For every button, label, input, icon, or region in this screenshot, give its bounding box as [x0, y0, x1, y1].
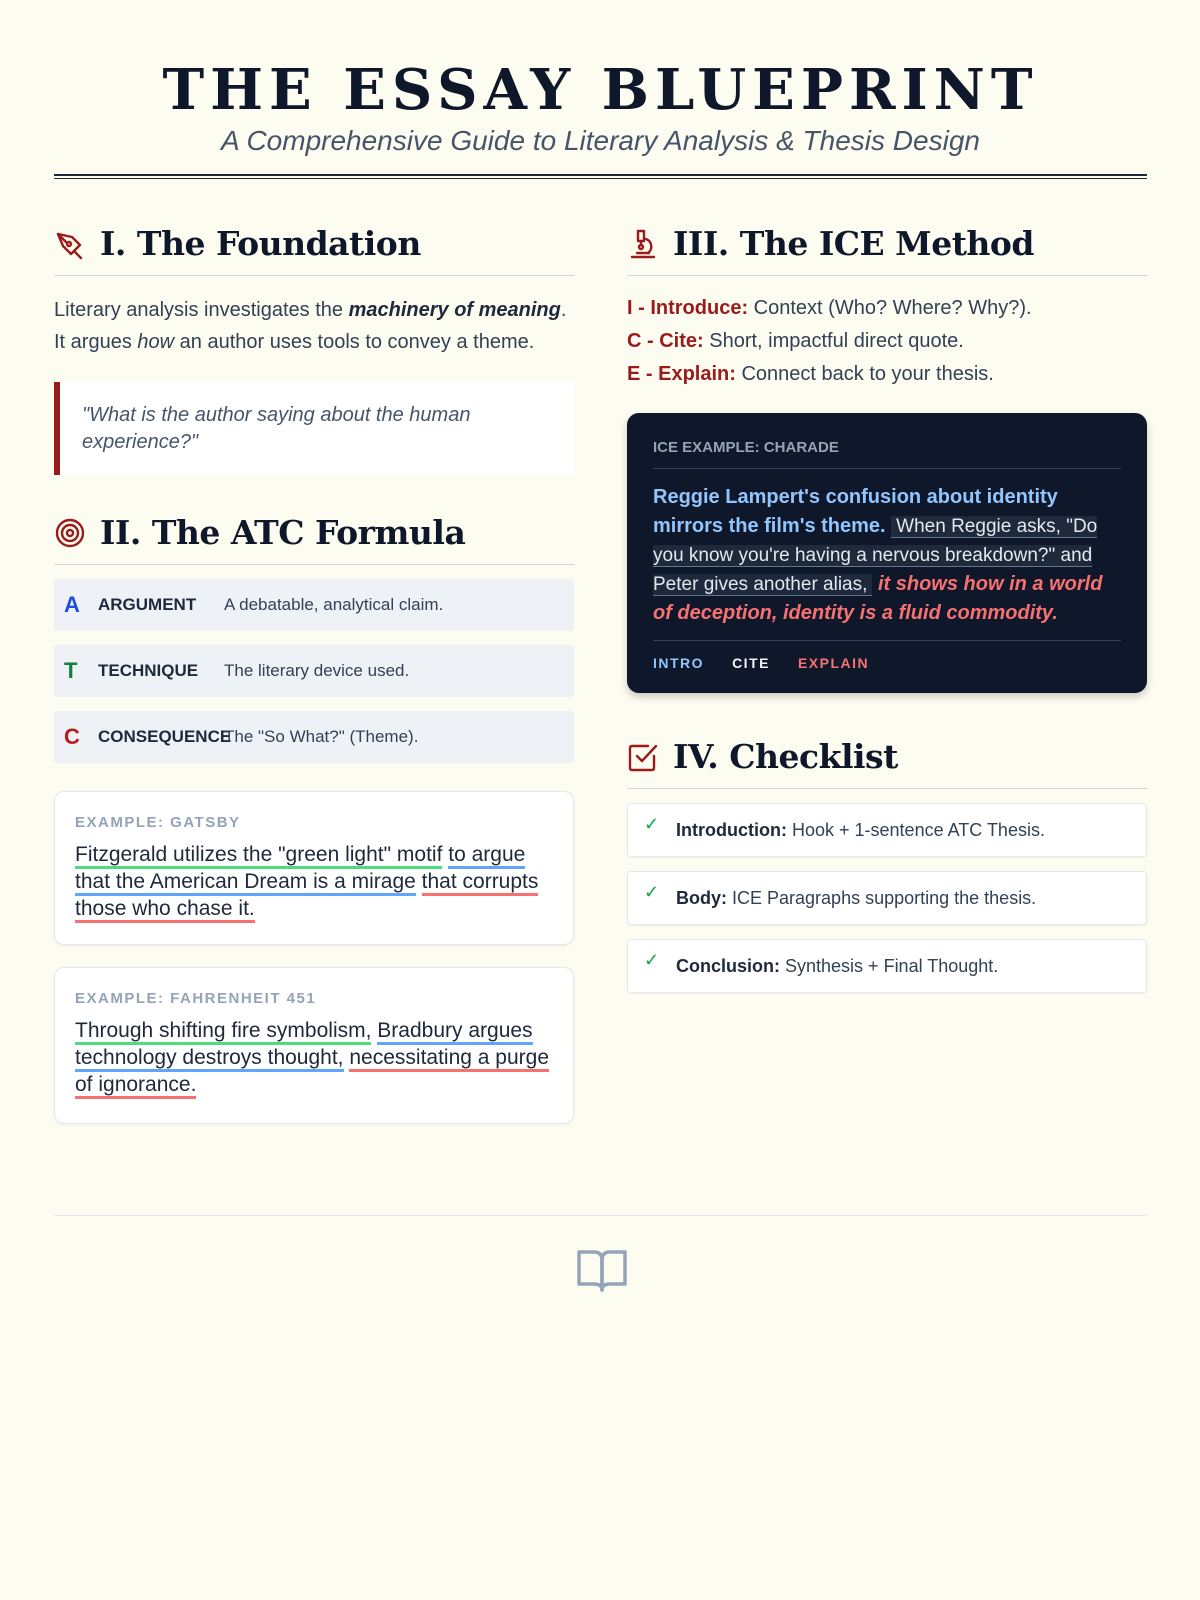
checkbox-icon	[627, 741, 659, 773]
intro-italic: how	[137, 331, 175, 353]
section-header	[54, 511, 574, 565]
atc-letter: T	[64, 658, 78, 683]
checklist-text	[676, 888, 1036, 909]
ice-intro-span: Reggie Lampert's confusion about identity mirrors the film's theme.	[653, 486, 1058, 537]
section-foundation	[54, 222, 574, 475]
checklist-key: Conclusion:	[676, 955, 780, 976]
right-column	[627, 222, 1147, 993]
intro-text: an author uses tools to convey a theme.	[174, 331, 535, 353]
checklist-desc: ICE Paragraphs supporting the thesis.	[732, 887, 1037, 908]
section-header	[627, 735, 1147, 789]
ice-step-key: C - Cite:	[627, 330, 704, 352]
intro-text: . It argues	[54, 299, 567, 353]
checklist-desc: Hook + 1-sentence ATC Thesis.	[792, 819, 1045, 840]
checklist-item	[627, 803, 1147, 857]
ice-step-text: Context (Who? Where? Why?).	[753, 297, 1032, 319]
check-icon: ✓	[644, 949, 660, 970]
page-title: THE ESSAY BLUEPRINT	[162, 57, 1039, 123]
section-title: IV. Checklist	[673, 737, 898, 776]
ice-legend	[653, 640, 1121, 671]
consequence-span: that corrupts those who chase it.	[75, 870, 538, 923]
check-icon: ✓	[644, 881, 660, 902]
legend-explain: EXPLAIN	[797, 655, 870, 671]
ice-step	[627, 358, 1147, 391]
atc-letter: A	[64, 592, 80, 617]
ice-step-key: E - Explain:	[627, 363, 736, 385]
example-label: EXAMPLE: FAHRENHEIT 451	[75, 990, 317, 1007]
consequence-span: necessitating a purge of ignorance.	[75, 1046, 549, 1099]
ice-explain-span: it shows how in a world of deception, identity is a fluid commodity.	[653, 573, 1103, 624]
example-text	[75, 841, 553, 922]
atc-description: The "So What?" (Theme).	[224, 727, 419, 746]
section-title: II. The ATC Formula	[100, 513, 466, 552]
example-card-gatsby	[54, 791, 574, 945]
technique-span: Through shifting fire symbolism,	[75, 1019, 371, 1045]
header-divider	[54, 174, 1147, 179]
atc-row-consequence	[54, 711, 574, 763]
technique-span: Fitzgerald utilizes the "green light" motif	[75, 843, 442, 869]
section-atc	[54, 511, 574, 1124]
checklist-desc: Synthesis + Final Thought.	[785, 955, 999, 976]
left-column	[54, 222, 574, 1124]
guiding-question-quote: "What is the author saying about the human experience?"	[54, 382, 574, 475]
atc-description: The literary device used.	[224, 661, 410, 680]
intro-emphasis: machinery of meaning	[348, 299, 561, 321]
masthead	[54, 0, 1147, 179]
check-icon: ✓	[644, 813, 660, 834]
atc-term: ARGUMENT	[98, 595, 197, 614]
atc-letter: C	[64, 724, 80, 749]
open-book-icon	[574, 1242, 630, 1298]
intro-text: Literary analysis investigates the	[54, 299, 349, 321]
page	[54, 0, 1147, 1096]
checklist-item	[627, 871, 1147, 925]
atc-term: CONSEQUENCE	[98, 727, 232, 746]
section-ice	[627, 222, 1147, 693]
legend-cite: CITE	[732, 655, 770, 671]
checklist-item	[627, 939, 1147, 993]
section-header	[627, 222, 1147, 276]
section-header	[54, 222, 574, 276]
page-subtitle: A Comprehensive Guide to Literary Analysis & Thesis Design	[221, 125, 980, 156]
microscope-icon	[627, 228, 659, 260]
section-checklist	[627, 735, 1147, 993]
ice-step	[627, 325, 1147, 358]
target-icon	[54, 517, 86, 549]
argument-span: to argue that the American Dream is a mirage	[75, 843, 525, 896]
ice-cite-span: When Reggie asks, "Do you know you're having a nervous breakdown?" and Peter gives another alias,	[653, 516, 1098, 595]
atc-row-technique	[54, 645, 574, 697]
ice-example-card	[627, 413, 1147, 693]
atc-description: A debatable, analytical claim.	[224, 595, 444, 614]
ice-step	[627, 292, 1147, 325]
checklist-text	[676, 820, 1045, 841]
checklist-text	[676, 956, 998, 977]
ice-step-text: Connect back to your thesis.	[741, 363, 994, 385]
section-title: III. The ICE Method	[673, 224, 1035, 263]
ice-example-text	[653, 483, 1121, 628]
example-text	[75, 1017, 553, 1098]
footer-divider	[54, 1215, 1147, 1216]
ice-steps	[627, 292, 1147, 391]
checklist-key: Introduction:	[676, 819, 787, 840]
foundation-intro	[54, 294, 574, 358]
example-label: EXAMPLE: GATSBY	[75, 814, 241, 831]
section-title: I. The Foundation	[100, 224, 421, 263]
legend-intro: INTRO	[653, 655, 705, 671]
ice-example-label: ICE EXAMPLE: CHARADE	[653, 439, 1121, 469]
ice-step-key: I - Introduce:	[627, 297, 749, 319]
ice-step-text: Short, impactful direct quote.	[709, 330, 964, 352]
example-card-fahrenheit	[54, 967, 574, 1124]
atc-row-argument	[54, 579, 574, 631]
atc-term: TECHNIQUE	[98, 661, 199, 680]
checklist-key: Body:	[676, 887, 727, 908]
pen-nib-icon	[54, 228, 86, 260]
argument-span: Bradbury argues technology destroys thought,	[75, 1019, 533, 1072]
